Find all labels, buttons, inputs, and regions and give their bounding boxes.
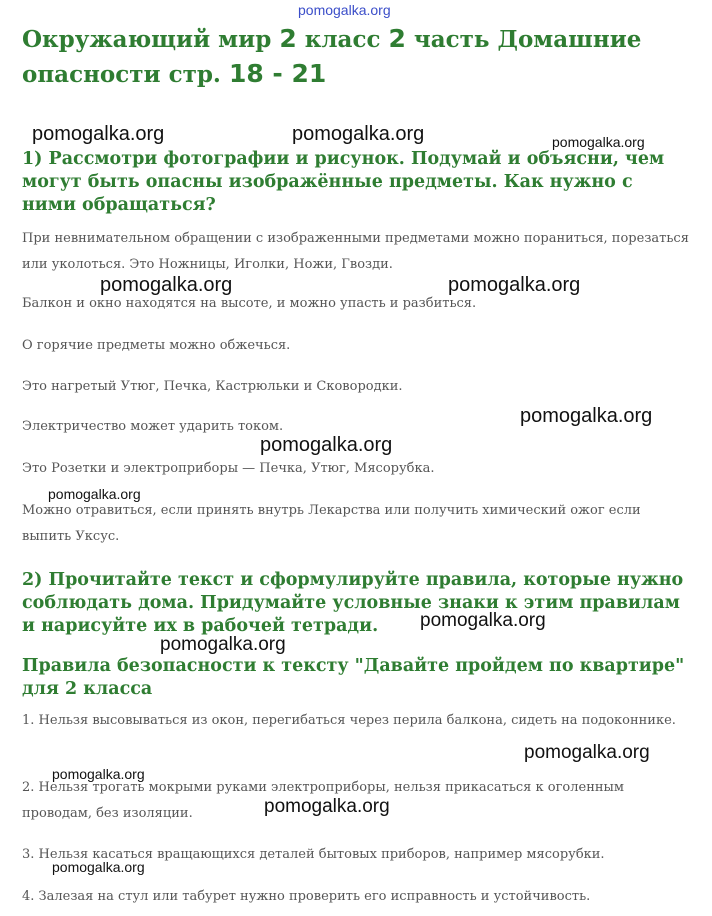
watermark: pomogalka.org: [298, 2, 391, 18]
paragraph: Это нагретый Утюг, Печка, Кастрюльки и Сковородки.: [22, 379, 403, 394]
watermark: pomogalka.org: [552, 134, 645, 150]
watermark: pomogalka.org: [48, 486, 141, 502]
title-part-1: Окружающий мир: [22, 26, 280, 53]
section-1-heading: 1) Рассмотри фотографии и рисунок. Подумай и объясни, чем могут быть опасны изображённые предметы. Как нужно с ними обращаться?: [22, 149, 665, 215]
rule-item: 1. Нельзя высовываться из окон, перегибаться через перила балкона, сидеть на подоконнике.: [22, 713, 676, 728]
rule-item: 4. Залезая на стул или табурет нужно проверить его исправность и устойчивость.: [22, 889, 591, 904]
watermark: pomogalka.org: [260, 434, 393, 456]
part-number: 2: [388, 24, 406, 53]
watermark: pomogalka.org: [520, 405, 653, 427]
title-part-2: класс: [296, 26, 389, 53]
watermark: pomogalka.org: [52, 766, 145, 782]
paragraph: Балкон и окно находятся на высоте, и можно упасть и разбиться.: [22, 296, 477, 311]
watermark: pomogalka.org: [52, 859, 145, 875]
paragraph: Это Розетки и электроприборы — Печка, Утюг, Мясорубка.: [22, 461, 435, 476]
watermark: pomogalka.org: [100, 274, 233, 296]
watermark: pomogalka.org: [292, 123, 425, 145]
watermark: pomogalka.org: [160, 634, 286, 655]
title-part-3: часть Домашние опасности стр.: [22, 26, 642, 88]
watermark: pomogalka.org: [264, 796, 390, 817]
watermark: pomogalka.org: [420, 610, 546, 631]
section-2-subheading: Правила безопасности к тексту "Давайте пройдем по квартире" для 2 класса: [22, 656, 685, 699]
grade-number: 2: [279, 24, 297, 53]
page-title: [22, 22, 692, 92]
watermark: pomogalka.org: [524, 742, 650, 763]
page-range: 18 - 21: [228, 59, 327, 88]
paragraph: О горячие предметы можно обжечься.: [22, 338, 291, 353]
section-2-heading: 2) Прочитайте текст и сформулируйте правила, которые нужно соблюдать дома. Придумайте условные знаки к этим правилам и нарисуйте их в рабочей тетради.: [22, 570, 684, 636]
watermark: pomogalka.org: [32, 123, 165, 145]
rule-item: 3. Нельзя касаться вращающихся деталей бытовых приборов, например мясорубки.: [22, 847, 605, 862]
rule-item: 2. Нельзя трогать мокрыми руками электроприборы, нельзя прикасаться к оголенным проводам, без изоляции.: [22, 780, 624, 821]
paragraph: При невнимательном обращении с изображенными предметами можно пораниться, порезаться или уколоться. Это Ножницы, Иголки, Ножи, Гвозди.: [22, 231, 689, 272]
paragraph: Электричество может ударить током.: [22, 419, 284, 434]
watermark: pomogalka.org: [448, 274, 581, 296]
paragraph: Можно отравиться, если принять внутрь Лекарства или получить химический ожог если выпить Уксус.: [22, 503, 641, 544]
